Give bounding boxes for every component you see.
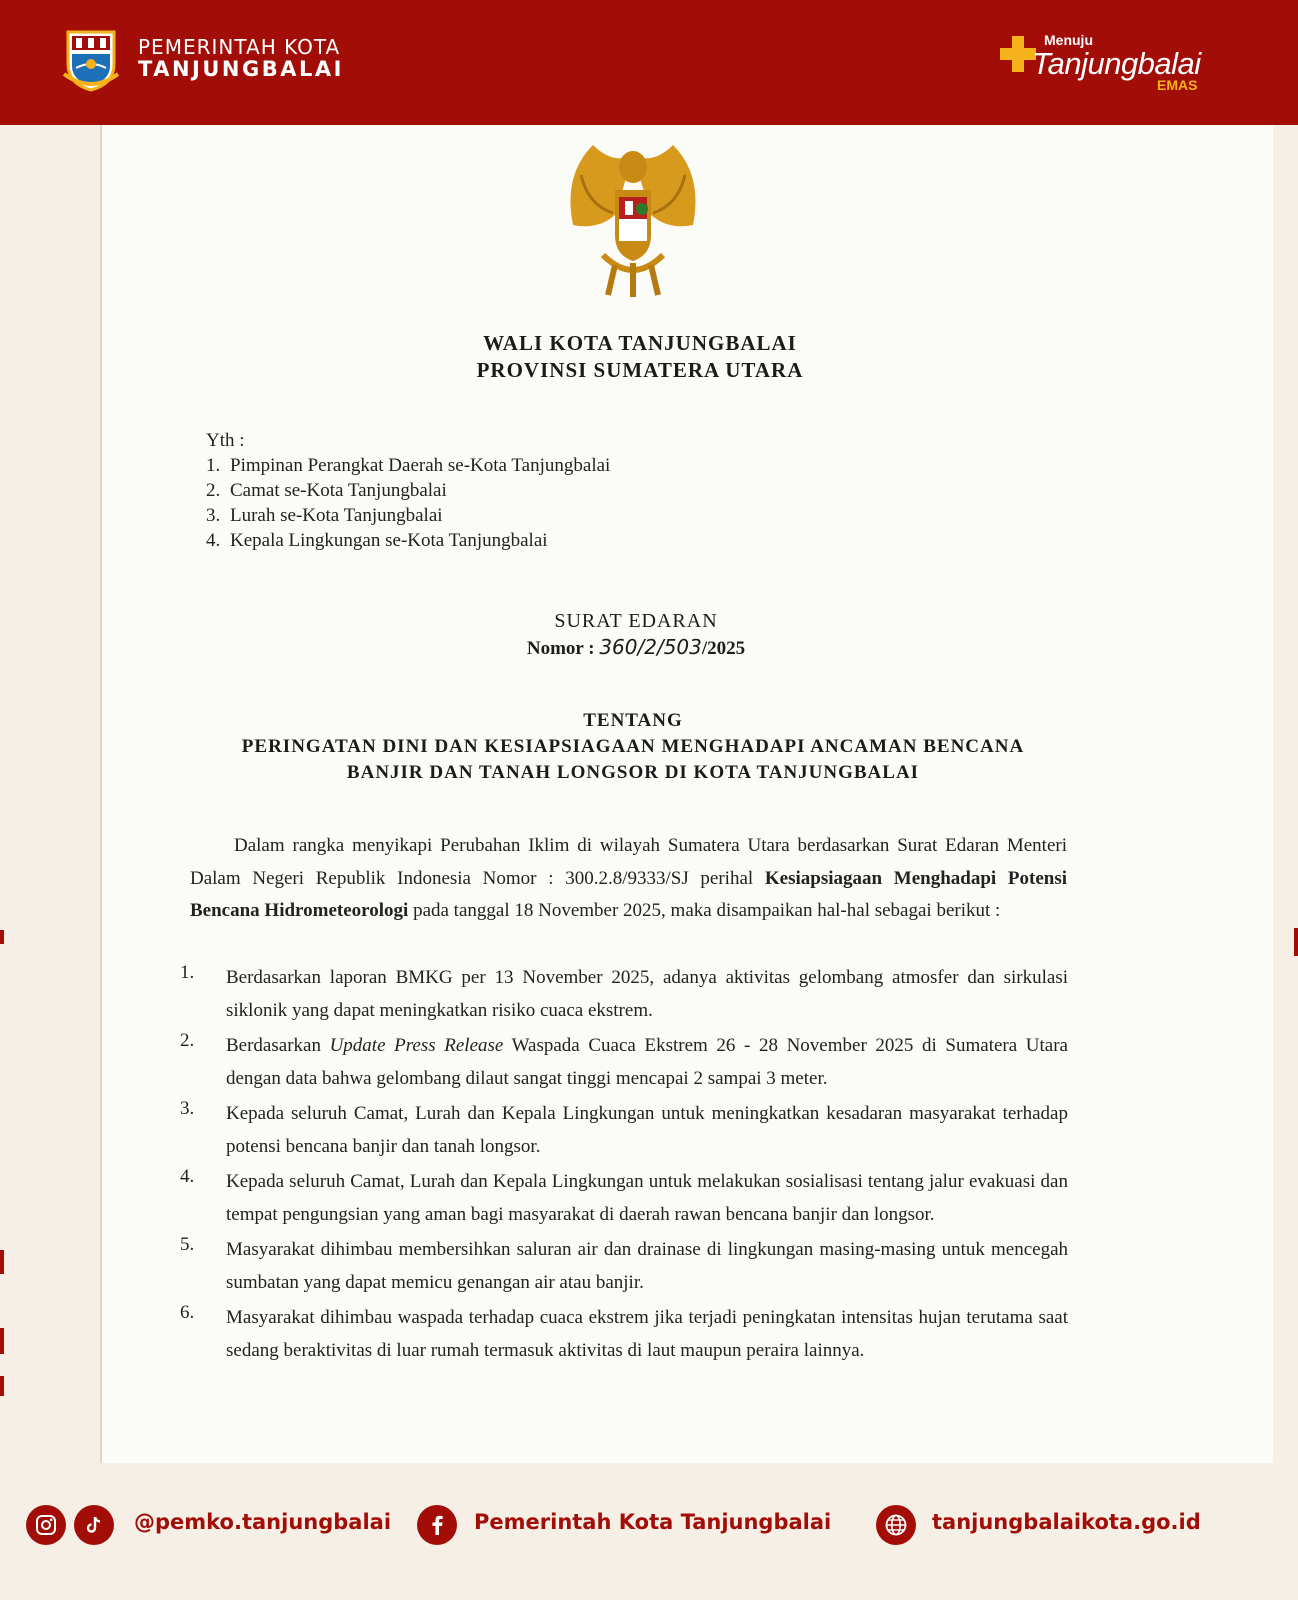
- list-item: [180, 1098, 1068, 1163]
- list-item: [206, 453, 610, 478]
- list-text: Masyarakat dihimbau waspada terhadap cuaca ekstrem jika terjadi peningkatan intensitas hujan terutama saat sedang beraktivitas di luar rumah termasuk aktivitas di laut maupun peraira lainnya.: [226, 1307, 1068, 1361]
- item2-pre: Berdasarkan: [226, 1035, 330, 1056]
- list-text: Kepala Lingkungan se-Kota Tanjungbalai: [230, 530, 548, 551]
- intro-bold-text: Kesiapsiagaan Menghadapi Potensi Bencana Hidrometeorologi: [190, 867, 1067, 921]
- list-item: [206, 478, 610, 503]
- letter-heading: [0, 330, 1280, 384]
- instruction-list: [180, 962, 1068, 1370]
- list-item: [206, 503, 610, 528]
- item2-post: Waspada Cuaca Ekstrem 26 - 28 November 2025 di Sumatera Utara dengan data bahwa gelombang dilaut sangat tinggi mencapai 2 sampai 3 meter.: [226, 1035, 1068, 1089]
- government-title: [138, 36, 344, 81]
- list-text: Camat se-Kota Tanjungbalai: [230, 480, 447, 501]
- brand-logo: [1000, 32, 1240, 98]
- list-item: [180, 1166, 1068, 1231]
- globe-icon[interactable]: [876, 1505, 916, 1545]
- facebook-page-link[interactable]: Pemerintah Kota Tanjungbalai: [474, 1510, 832, 1534]
- brand-tag: EMAS: [1157, 77, 1198, 93]
- edge-mark: [0, 1250, 4, 1274]
- list-item: [180, 962, 1068, 1027]
- number-handwritten: 360/2/503: [599, 635, 702, 659]
- list-text: Lurah se-Kota Tanjungbalai: [230, 505, 443, 526]
- heading-line2: PROVINSI SUMATERA UTARA: [476, 358, 804, 382]
- garuda-emblem: [553, 135, 713, 300]
- footer-bar: [0, 1463, 1298, 1600]
- subject-line2: BANJIR DAN TANAH LONGSOR DI KOTA TANJUNGBALAI: [346, 762, 920, 783]
- list-number: 2.: [206, 480, 221, 501]
- list-text: Masyarakat dihimbau membersihkan saluran air dan drainase di lingkungan masing-masing untuk mencegah sumbatan yang dapat memicu genangan air atau banjir.: [226, 1239, 1068, 1293]
- list-number: 3.: [206, 505, 221, 526]
- subject-block: [0, 708, 1266, 786]
- gov-title-line1: PEMERINTAH KOTA: [138, 35, 341, 59]
- list-item: [180, 1302, 1068, 1367]
- instagram-glyph: [35, 1514, 57, 1536]
- facebook-icon[interactable]: [417, 1505, 457, 1545]
- edge-mark: [0, 1376, 4, 1396]
- subject-line1: PERINGATAN DINI DAN KESIAPSIAGAAN MENGHADAPI ANCAMAN BENCANA: [241, 736, 1025, 757]
- list-text: Pimpinan Perangkat Daerah se-Kota Tanjungbalai: [230, 455, 611, 476]
- list-text: [226, 1030, 1068, 1095]
- item2-italic: Update Press Release: [329, 1035, 504, 1056]
- list-item: [180, 1234, 1068, 1299]
- list-text: Berdasarkan laporan BMKG per 13 November 2025, adanya aktivitas gelombang atmosfer dan sirkulasi siklonik yang dapat meningkatkan risiko cuaca ekstrem.: [226, 967, 1068, 1021]
- tiktok-icon[interactable]: [74, 1505, 114, 1545]
- intro-text-end: pada tanggal 18 November 2025, maka disampaikan hal-hal sebagai berikut :: [408, 900, 1001, 921]
- brand-small-text: Menuju: [1044, 32, 1093, 48]
- brand-name: Tanjungbalai: [1032, 46, 1201, 81]
- list-number: 4.: [206, 530, 221, 551]
- list-number: 3.: [180, 1098, 195, 1119]
- number-label: Nomor :: [526, 638, 600, 659]
- plus-icon: [1000, 36, 1036, 72]
- list-number: 1.: [206, 455, 221, 476]
- intro-paragraph: [190, 830, 1067, 928]
- list-number: 5.: [180, 1234, 195, 1255]
- social-handle-link[interactable]: @pemko.tanjungbalai: [134, 1510, 392, 1534]
- edge-mark: [0, 930, 4, 944]
- list-item: [180, 1030, 1068, 1095]
- list-text: Kepada seluruh Camat, Lurah dan Kepala Lingkungan untuk meningkatkan kesadaran masyarakat terhadap potensi bencana banjir dan tanah longsor.: [226, 1103, 1068, 1157]
- tiktok-glyph: [83, 1514, 105, 1536]
- circular-title: [0, 608, 1272, 662]
- list-number: 4.: [180, 1166, 195, 1187]
- tentang-label: TENTANG: [583, 710, 683, 731]
- header-bar: [0, 0, 1298, 125]
- circular-title-text: SURAT EDARAN: [554, 610, 718, 632]
- list-item: [206, 528, 610, 553]
- recipient-list: [206, 428, 610, 553]
- list-number: 6.: [180, 1302, 195, 1323]
- website-link[interactable]: tanjungbalaikota.go.id: [932, 1510, 1201, 1534]
- gov-title-line2: TANJUNGBALAI: [138, 57, 344, 81]
- edge-mark: [0, 1328, 4, 1354]
- yth-label: Yth :: [206, 430, 245, 451]
- list-number: 1.: [180, 962, 195, 983]
- number-year: /2025: [701, 638, 746, 659]
- circular-number: [0, 634, 1272, 662]
- instagram-icon[interactable]: [26, 1505, 66, 1545]
- city-crest-icon: [62, 24, 120, 92]
- facebook-glyph: [426, 1514, 448, 1536]
- edge-mark: [1294, 928, 1298, 956]
- list-number: 2.: [180, 1030, 195, 1051]
- heading-line1: WALI KOTA TANJUNGBALAI: [483, 331, 797, 355]
- globe-glyph: [884, 1513, 908, 1537]
- intro-text: Dalam rangka menyikapi Perubahan Iklim di wilayah Sumatera Utara berdasarkan Surat Edaran Menteri Dalam Negeri Republik Indonesia Nomor : 300.2.8/9333/SJ perihal: [190, 835, 1067, 889]
- list-text: Kepada seluruh Camat, Lurah dan Kepala Lingkungan untuk melakukan sosialisasi tentang jalur evakuasi dan tempat pengungsian yang aman bagi masyarakat di daerah rawan bencana banjir dan longsor.: [226, 1171, 1068, 1225]
